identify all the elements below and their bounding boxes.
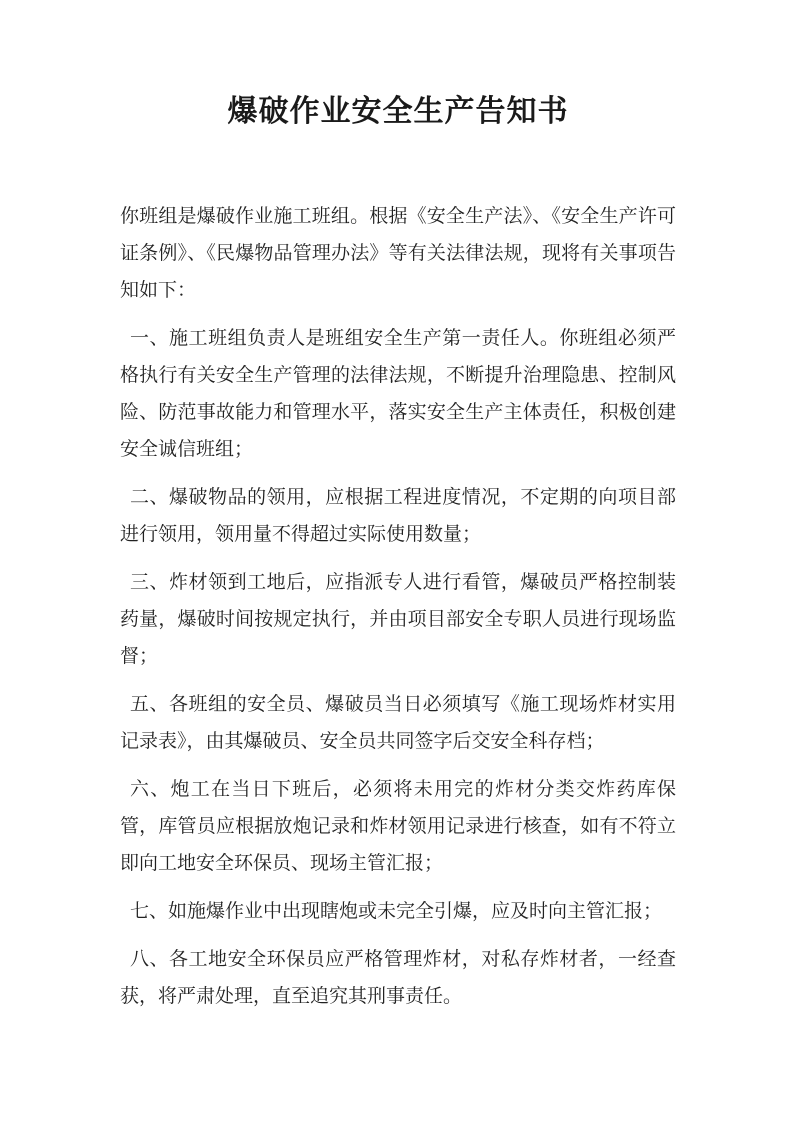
notice-item-5: 五、各班组的安全员、爆破员当日必须填写《施工现场炸材实用记录表》，由其爆破员、安全员共同签字后交安全科存档； — [120, 694, 676, 752]
notice-item-3: 三、炸材领到工地后，应指派专人进行看管，爆破员严格控制装药量，爆破时间按规定执行，并由项目部安全专职人员进行现场监督； — [120, 572, 676, 667]
notice-item-6: 六、炮工在当日下班后，必须将未用完的炸材分类交炸药库保管，库管员应根据放炮记录和炸材领用记录进行核查，如有不符立即向工地安全环保员、现场主管汇报； — [120, 779, 676, 874]
intro-paragraph: 你班组是爆破作业施工班组。根据《安全生产法》、《安全生产许可证条例》、《民爆物品管理办法》等有关法律法规，现将有关事项告知如下： — [120, 206, 676, 301]
notice-item-7: 七、如施爆作业中出现瞎炮或未完全引爆，应及时向主管汇报； — [130, 901, 663, 922]
notice-item-1: 一、施工班组负责人是班组安全生产第一责任人。你班组必须严格执行有关安全生产管理的法律法规，不断提升治理隐患、控制风险、防范事故能力和管理水平，落实安全生产主体责任，积极创建安全诚信班组； — [120, 328, 676, 460]
notice-item-8: 八、各工地安全环保员应严格管理炸材，对私存炸材者，一经查获，将严肃处理，直至追究其刑事责任。 — [120, 949, 676, 1007]
notice-item-2: 二、爆破物品的领用，应根据工程进度情况，不定期的向项目部进行领用，领用量不得超过实际使用数量； — [120, 487, 676, 545]
document-title: 爆破作业安全生产告知书 — [227, 95, 569, 128]
